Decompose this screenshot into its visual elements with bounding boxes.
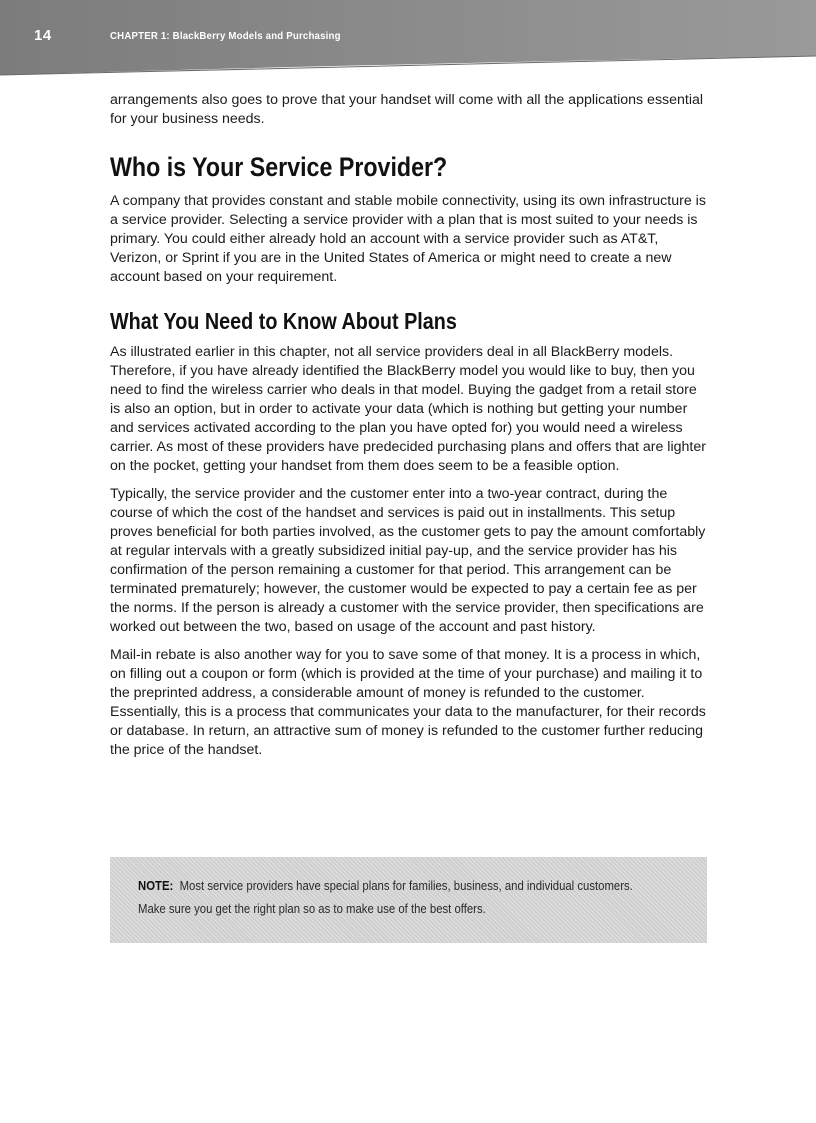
note-box [110, 857, 707, 943]
chapter-header-band [0, 0, 816, 76]
section-heading-plans: What You Need to Know About Plans [110, 308, 457, 334]
note-content [138, 874, 654, 920]
running-head: CHAPTER 1: BlackBerry Models and Purchasing [110, 30, 341, 42]
body-paragraph: Mail-in rebate is also another way for you to save some of that money. It is a process in which, on filling out a coupon or form (which is provided at the time of your purchase) and mailing it to the preprinted address, a considerable amount of money is refunded to the customer. Essentially, this is a process that communicates your data to the manufacturer, for their records or database. In return, an attractive sum of money is refunded to the customer further reducing the price of the handset. [110, 647, 706, 758]
page-number: 14 [34, 27, 52, 44]
body-paragraph: Typically, the service provider and the customer enter into a two-year contract, during the course of which the cost of the handset and services is paid out in installments. This setup proves beneficial for both parties involved, as the customer gets to pay the amount comfortably at regular intervals with a greatly subsidized initial pay-up, and the service provider has his confirmation of the person remaining a customer for that period. This arrangement can be terminated prematurely; however, the customer would be expected to pay a certain fee as per the norms. If the person is already a customer with the service provider, then specifications are worked out between the two, based on usage of the account and past history. [110, 486, 706, 635]
note-label: NOTE: [138, 878, 174, 893]
page-body [110, 91, 710, 769]
section-heading-service-provider: Who is Your Service Provider? [110, 152, 448, 182]
body-paragraph: A company that provides constant and stable mobile connectivity, using its own infrastructure is a service provider. Selecting a service provider with a plan that is most suited to your needs is primary. You could either already hold an account with a service provider such as AT&T, Verizon, or Sprint if you are in the United States of America or might need to create a new account based on your requirement. [110, 193, 706, 285]
intro-paragraph: arrangements also goes to prove that your handset will come with all the applications essential for your business needs. [110, 92, 704, 127]
body-paragraph: As illustrated earlier in this chapter, not all service providers deal in all BlackBerry models. Therefore, if you have already identified the BlackBerry model you would like to buy, then you need to find the wireless carrier who deals in that model. Buying the gadget from a retail store is also an option, but in order to activate your data (which is nothing but getting your number and services activated according to the plan you have opted for) you would need a wireless carrier. As most of these providers have predecided purchasing plans and offers that are lighter on the pocket, getting your handset from them does seem to be a feasible option. [110, 344, 706, 474]
note-text: Most service providers have special plans for families, business, and individual customers. Make sure you get the right plan so as to make use of the best offers. [138, 878, 633, 916]
